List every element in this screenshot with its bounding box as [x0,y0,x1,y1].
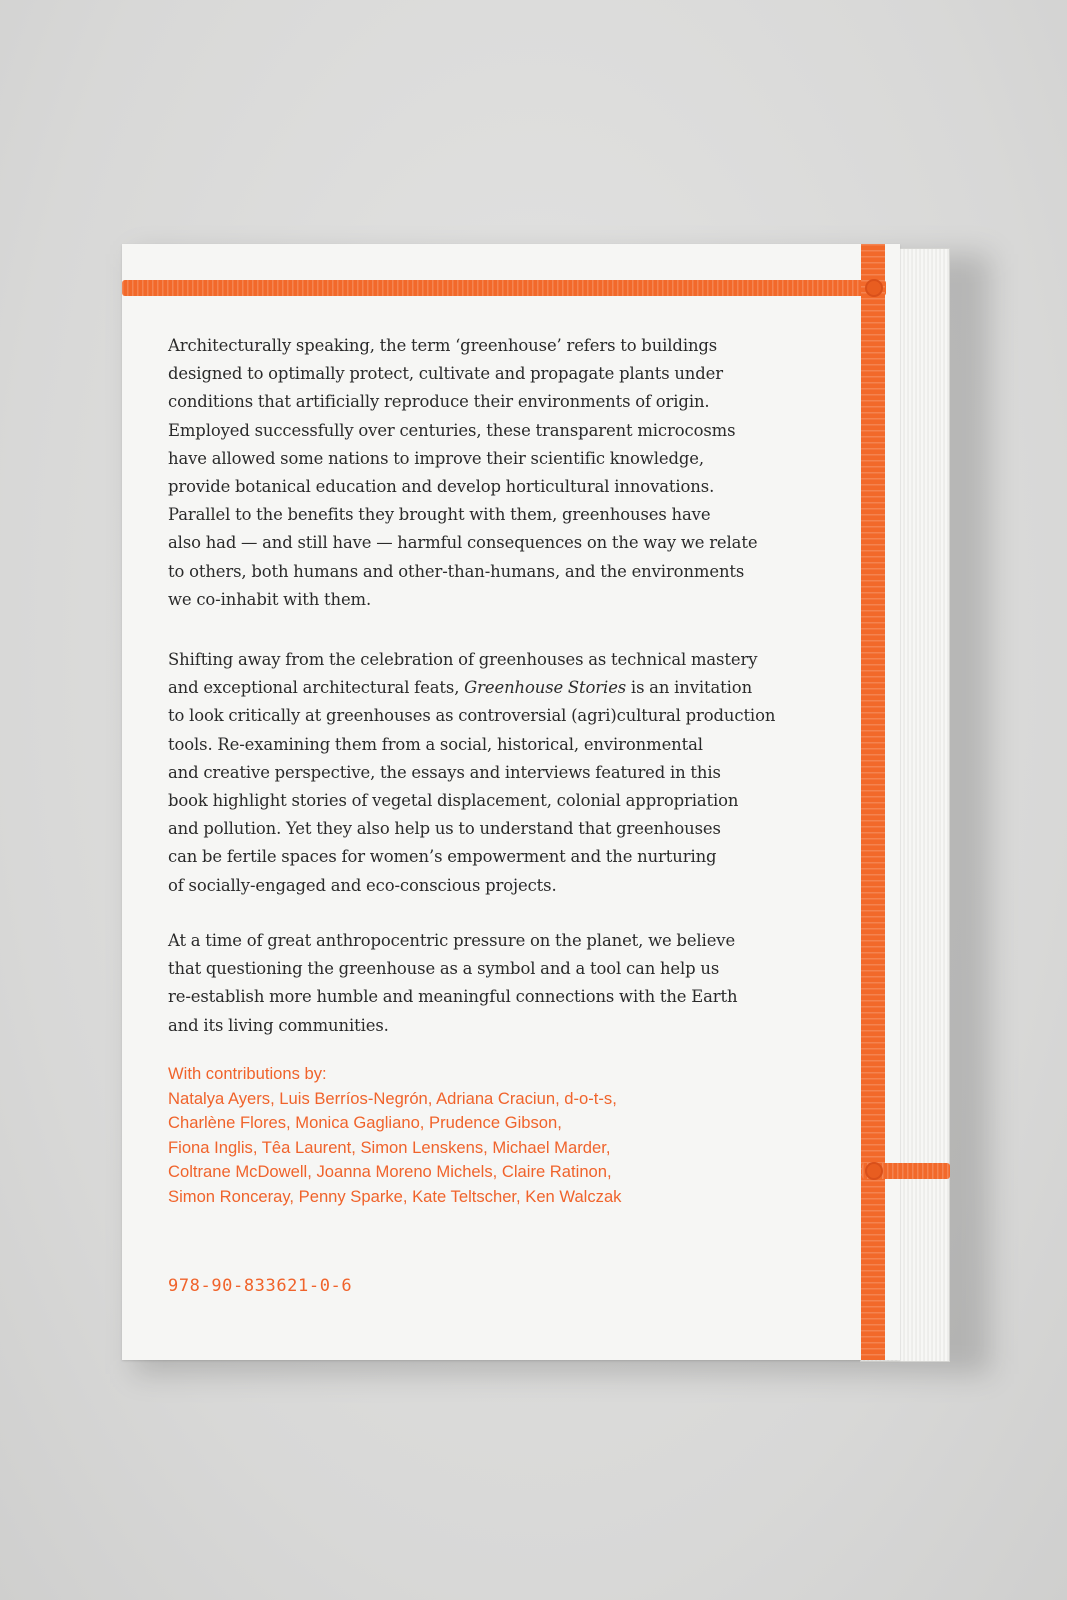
contributors-list [168,1062,621,1210]
text-line: conditions that artificially reproduce their environments of origin. [168,392,710,412]
text-line: Architecturally speaking, the term ‘greenhouse’ refers to buildings [168,336,718,355]
text-line [168,674,775,702]
stick-joint-top [865,279,883,297]
text-line: of socially-engaged and eco-conscious projects. [168,875,557,895]
isbn-number: 978-90-833621-0-6 [168,1276,353,1296]
contributors-line: Charlène Flores, Monica Gagliano, Prudence Gibson, [168,1113,562,1133]
text-line: tools. Re-examining them from a social, historical, environmental [168,734,703,754]
text-line: also had — and still have — harmful consequences on the way we relate [168,533,758,553]
book-title: Greenhouse Stories [464,678,627,698]
contributors-heading: With contributions by: [168,1064,327,1083]
text-line: we co-inhabit with them. [168,589,372,609]
text-line: can be fertile spaces for women’s empowerment and the nurturing [168,847,717,867]
text-line: provide botanical education and develop horticultural innovations. [168,477,715,497]
text-line: designed to optimally protect, cultivate and propagate plants under [168,364,723,384]
stick-joint-lower [865,1162,883,1180]
blurb-paragraph-1 [168,332,757,614]
contributors-line: Natalya Ayers, Luis Berríos-Negrón, Adriana Craciun, d-o-t-s, [168,1088,617,1108]
contributors-line: Fiona Inglis, Têa Laurent, Simon Lenskens, Michael Marder, [168,1137,611,1157]
text-line: At a time of great anthropocentric pressure on the planet, we believe [168,931,736,950]
text-line: Employed successfully over centuries, these transparent microcosms [168,420,736,440]
text-line: and its living communities. [168,1015,389,1035]
text-segment: and exceptional architectural feats, [168,678,460,698]
text-line: have allowed some nations to improve their scientific knowledge, [168,448,704,468]
text-line: that questioning the greenhouse as a symbol and a tool can help us [168,959,720,979]
horizontal-stick-top [122,280,886,296]
text-line: and pollution. Yet they also help us to understand that greenhouses [168,819,721,839]
text-line: Shifting away from the celebration of greenhouses as technical mastery [168,650,758,669]
blurb-paragraph-3 [168,927,737,1040]
text-line: and creative perspective, the essays and interviews featured in this [168,762,721,782]
blurb-paragraph-2 [168,646,775,900]
text-line: book highlight stories of vegetal displacement, colonial appropriation [168,791,739,811]
text-line: Parallel to the benefits they brought with them, greenhouses have [168,505,711,525]
vertical-stick [861,244,885,1360]
contributors-line: Simon Ronceray, Penny Sparke, Kate Teltscher, Ken Walczak [168,1186,622,1206]
text-line: to look critically at greenhouses as controversial (agri)cultural production [168,706,776,726]
text-segment: is an invitation [630,678,753,698]
text-line: to others, both humans and other-than-humans, and the environments [168,561,745,581]
text-line: re-establish more humble and meaningful connections with the Earth [168,987,738,1007]
contributors-line: Coltrane McDowell, Joanna Moreno Michels, Claire Ratinon, [168,1162,612,1182]
